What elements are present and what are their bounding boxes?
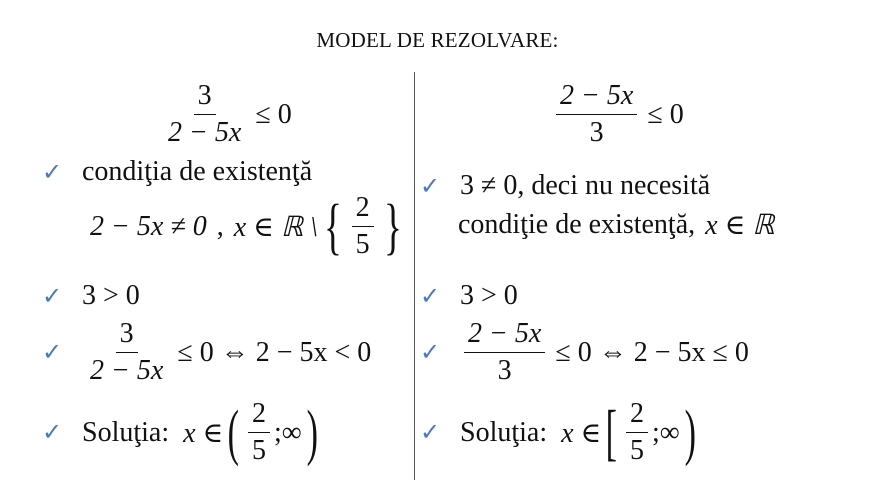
checkmark-icon: ✓ [420, 420, 441, 447]
left-cond-fraction: $\frac{2}{5}$ [352, 192, 374, 261]
left-brace-open: { [323, 192, 342, 261]
checkmark-icon: ✓ [42, 420, 63, 447]
right-step2-fraction: $\frac{2 - 5x}{3}$ [464, 318, 545, 387]
left-step2-item: ✓ $\frac{3}{2 - 5x}$ ≤ 0 ⇔ 2 − 5x < 0 [42, 318, 372, 387]
left-brace-close: } [383, 192, 402, 261]
left-solution-fraction: $\frac{2}{5}$ [248, 398, 270, 467]
left-paren-close: ) [306, 398, 318, 467]
left-solution-item: ✓ Soluţia: x ∈ ( $\frac{2}{5}$ ;∞ ) [42, 398, 318, 467]
right-solution-fraction: $\frac{2}{5}$ [626, 398, 648, 467]
right-inequality: $\frac{2 - 5x}{3}$ ≤ 0 [552, 80, 690, 149]
right-step1-item: ✓ 3 > 0 [420, 280, 518, 311]
left-condition-expression: 2 − 5x ≠ 0 , x ∈ ℝ \ { $\frac{2}{5}$ } [90, 192, 402, 261]
checkmark-icon: ✓ [42, 340, 63, 367]
right-paren-close: ) [684, 398, 696, 467]
column-divider [414, 72, 415, 480]
right-solution-item: ✓ Soluţia: x ∈ [ $\frac{2}{5}$ ;∞ ) [420, 398, 696, 467]
checkmark-icon: ✓ [420, 173, 441, 200]
right-bracket-open: [ [605, 398, 618, 467]
right-condition-item: ✓ 3 ≠ 0, deci nu necesită [420, 170, 711, 201]
left-inequality: $\frac{3}{2 - 5x}$ ≤ 0 [160, 80, 298, 149]
right-condition-line2: condiţie de existenţă, x ∈ ℝ [458, 209, 775, 241]
checkmark-icon: ✓ [420, 340, 441, 367]
checkmark-icon: ✓ [420, 283, 441, 310]
left-paren-open: ( [227, 398, 240, 467]
page-title: MODEL DE REZOLVARE: [316, 28, 559, 52]
left-condition-item: ✓ condiţia de existenţă [42, 156, 313, 187]
right-step2-item: ✓ $\frac{2 - 5x}{3}$ ≤ 0 ⇔ 2 − 5x ≤ 0 [420, 318, 749, 387]
left-header-fraction: $\frac{3}{2 - 5x}$ [168, 80, 242, 149]
right-header-fraction: $\frac{2 - 5x}{3}$ [556, 80, 637, 149]
checkmark-icon: ✓ [42, 283, 63, 310]
left-step2-fraction: $\frac{3}{2 - 5x}$ [90, 318, 164, 387]
left-step1-item: ✓ 3 > 0 [42, 280, 140, 311]
checkmark-icon: ✓ [42, 159, 63, 186]
